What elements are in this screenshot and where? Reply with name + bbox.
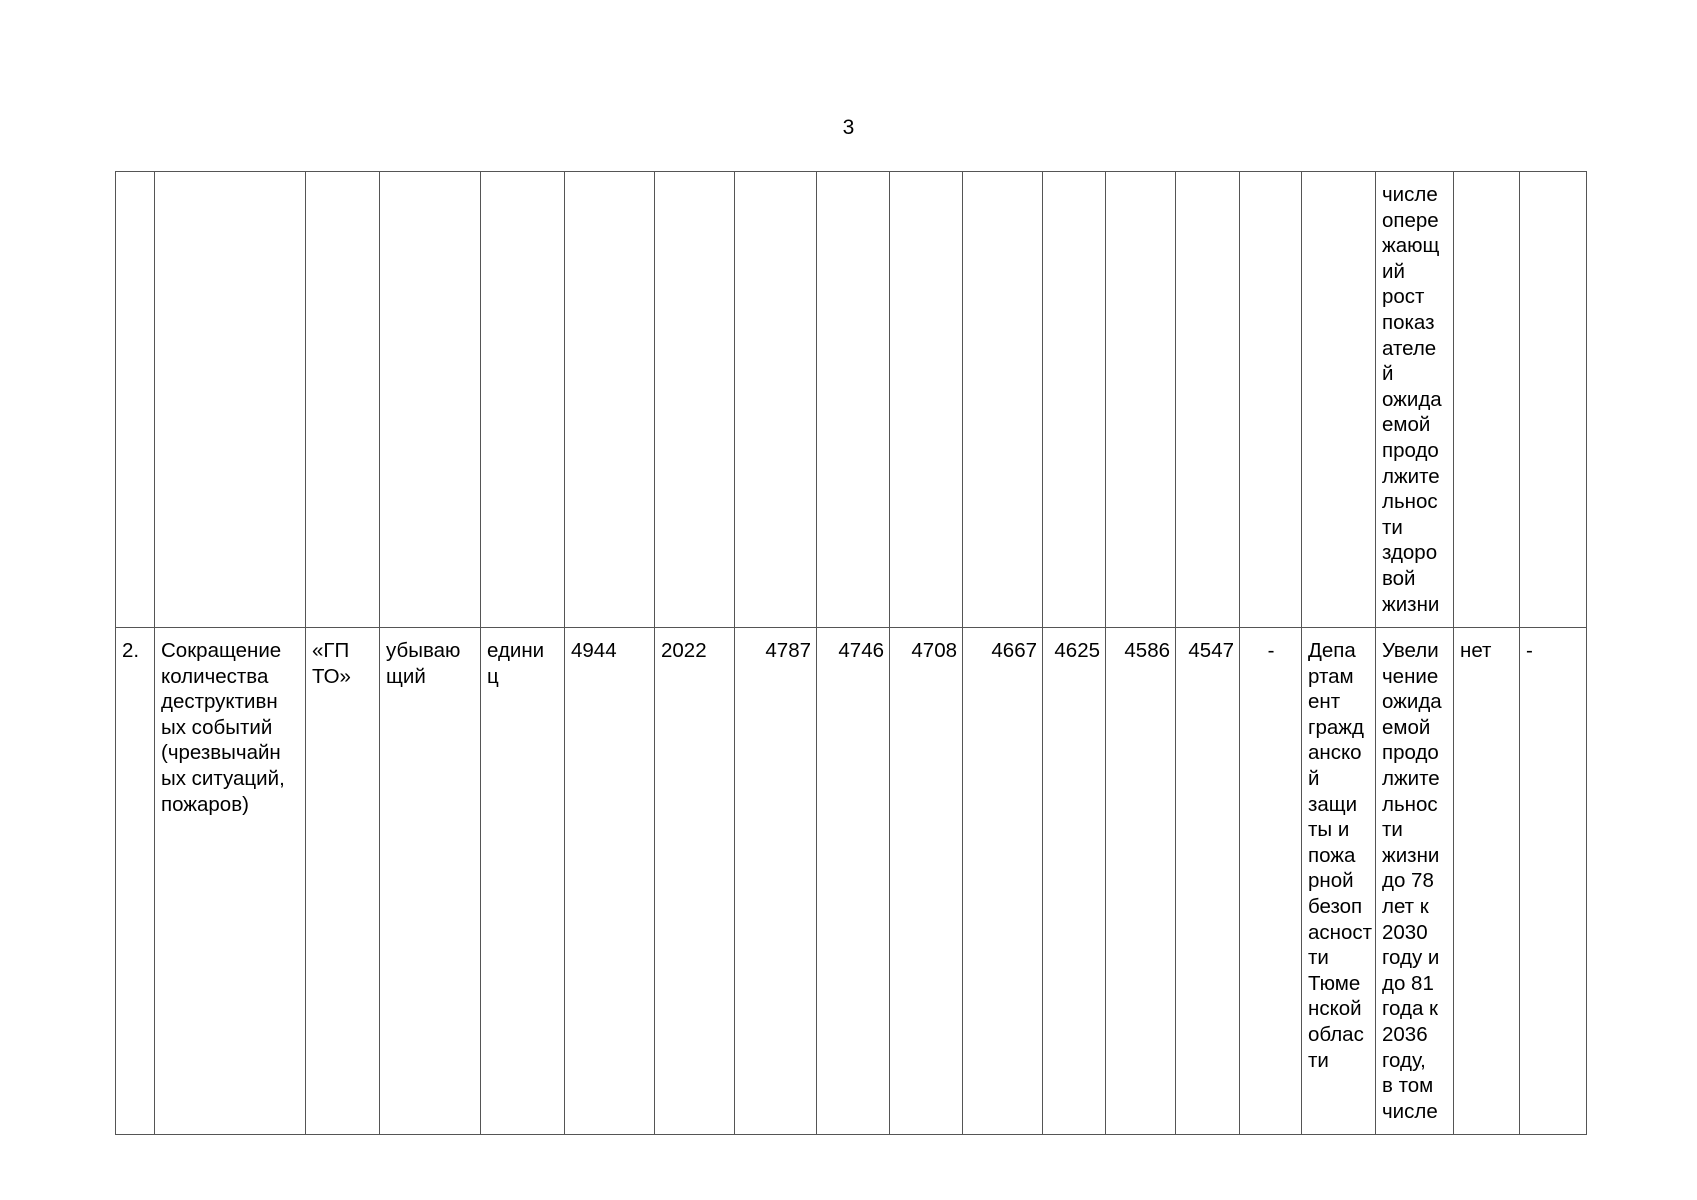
cell-year-8 [1240, 172, 1302, 628]
cell-text-line: 4944 [571, 639, 617, 662]
cell-text-line: году и [1382, 946, 1440, 970]
cell-text-line: рной [1308, 869, 1354, 893]
cell-year-1 [735, 628, 817, 1135]
cell-text-line: жизни [1382, 592, 1440, 616]
cell-year-1 [735, 172, 817, 628]
cell-text-line: Тюме [1308, 971, 1361, 995]
cell-text-line: нет [1460, 639, 1492, 662]
table-row [116, 172, 1587, 628]
cell-text-line: году, [1382, 1048, 1426, 1072]
cell-text-line: ц [487, 664, 499, 688]
cell-text-line: жающ [1382, 234, 1440, 258]
cell-text-line: ты и [1308, 818, 1350, 842]
cell-year-2 [817, 172, 890, 628]
cell-text-line: лет к [1382, 894, 1429, 918]
cell-text-line: емой [1382, 413, 1431, 437]
cell-year-7 [1176, 172, 1240, 628]
cell-text-line: ателе [1382, 336, 1437, 360]
cell-unit [481, 172, 565, 628]
cell-text-line: в том [1382, 1074, 1434, 1098]
cell-indicator-name [155, 628, 306, 1135]
cell-text-line: й [1382, 362, 1394, 386]
cell-text-line: ых событий [161, 715, 273, 739]
cell-text-line: ти [1382, 818, 1403, 842]
cell-text-line: анско [1308, 741, 1362, 765]
cell-text-line: ожида [1382, 690, 1442, 714]
cell-state-program-link [1454, 628, 1520, 1135]
cell-base-value [565, 172, 655, 628]
cell-year-2 [817, 628, 890, 1135]
cell-text-line: - [1267, 639, 1275, 662]
cell-base-year [655, 628, 735, 1135]
cell-text-line: рост [1382, 285, 1425, 309]
cell-year-6 [1106, 172, 1176, 628]
cell-info-system [1520, 172, 1587, 628]
cell-text-line: облас [1308, 1022, 1364, 1046]
cell-num [116, 172, 155, 628]
cell-text-line: показ [1382, 310, 1435, 334]
cell-text-line: чение [1382, 664, 1439, 688]
cell-national-goal-link [1376, 628, 1454, 1135]
table-row [116, 628, 1587, 1135]
cell-text-line: числе [1382, 183, 1438, 206]
cell-indicator-name [155, 172, 306, 628]
cell-unit [481, 628, 565, 1135]
cell-text-line: Увели [1382, 639, 1439, 662]
cell-text-line: пожа [1308, 843, 1356, 867]
cell-text-line: щий [386, 664, 426, 688]
cell-text-line: безоп [1308, 894, 1363, 918]
cell-text-line: ти [1382, 515, 1403, 539]
cell-year-7 [1176, 628, 1240, 1135]
cell-year-3 [890, 172, 963, 628]
cell-base-year [655, 172, 735, 628]
cell-text-line: ых ситуаций, [161, 766, 285, 790]
cell-responsible [1302, 628, 1376, 1135]
cell-text-line: 4787 [765, 639, 811, 662]
cell-year-4 [963, 628, 1043, 1135]
cell-text-line: 4586 [1124, 639, 1170, 662]
cell-info-system [1520, 628, 1587, 1135]
cell-text-line: 4547 [1188, 639, 1234, 662]
cell-text-line: (чрезвычайн [161, 741, 281, 765]
cell-text-line: Депа [1308, 639, 1356, 662]
page-number: 3 [842, 116, 855, 139]
cell-text-line: ий [1382, 259, 1405, 283]
cell-state-program-link [1454, 172, 1520, 628]
cell-text-line: вой [1382, 566, 1416, 590]
cell-text-line: числе [1382, 1099, 1438, 1123]
cell-text-line: ти [1308, 1048, 1329, 1072]
cell-source [306, 628, 380, 1135]
cell-text-line: «ГП [312, 639, 350, 662]
cell-year-6 [1106, 628, 1176, 1135]
cell-text-line: лжите [1382, 464, 1440, 488]
cell-text-line: продо [1382, 741, 1439, 765]
cell-text-line: емой [1382, 715, 1431, 739]
cell-text-line: 4708 [911, 639, 957, 662]
cell-year-5 [1043, 628, 1106, 1135]
cell-year-4 [963, 172, 1043, 628]
cell-text-line: льнос [1382, 490, 1438, 514]
cell-text-line: 2036 [1382, 1022, 1428, 1046]
cell-text-line: лжите [1382, 766, 1440, 790]
cell-text-line: здоро [1382, 541, 1438, 565]
cell-num [116, 628, 155, 1135]
cell-text-line: продо [1382, 438, 1439, 462]
cell-year-5 [1043, 172, 1106, 628]
cell-text-line: едини [487, 639, 545, 662]
cell-text-line: ртам [1308, 664, 1354, 688]
cell-trend [380, 172, 481, 628]
cell-text-line: - [1526, 639, 1533, 662]
cell-text-line: ти [1308, 946, 1329, 970]
cell-text-line: гражд [1308, 715, 1364, 739]
cell-text-line: защи [1308, 792, 1358, 816]
cell-trend [380, 628, 481, 1135]
cell-base-value [565, 628, 655, 1135]
cell-text-line: нской [1308, 997, 1362, 1021]
cell-text-line: 2030 [1382, 920, 1428, 944]
cell-text-line: деструктивн [161, 690, 278, 714]
cell-text-line: ент [1308, 690, 1341, 714]
cell-year-3 [890, 628, 963, 1135]
cell-text-line: опере [1382, 208, 1439, 232]
cell-text-line: льнос [1382, 792, 1438, 816]
cell-text-line: Сокращение [161, 639, 282, 662]
cell-text-line: года к [1382, 997, 1439, 1021]
cell-national-goal-link [1376, 172, 1454, 628]
cell-text-line: ТО» [312, 664, 351, 688]
cell-text-line: 2. [122, 639, 140, 662]
indicator-table [115, 171, 1587, 1135]
cell-text-line: убываю [386, 639, 461, 662]
cell-responsible [1302, 172, 1376, 628]
cell-text-line: 2022 [661, 639, 707, 662]
cell-text-line: 4625 [1054, 639, 1100, 662]
cell-text-line: до 81 [1382, 971, 1434, 995]
cell-year-8 [1240, 628, 1302, 1135]
cell-text-line: 4746 [838, 639, 884, 662]
cell-text-line: до 78 [1382, 869, 1434, 893]
cell-text-line: жизни [1382, 843, 1440, 867]
cell-text-line: й [1308, 766, 1320, 790]
cell-text-line: 4667 [991, 639, 1037, 662]
cell-text-line: асност [1308, 920, 1373, 944]
cell-text-line: ожида [1382, 387, 1442, 411]
cell-source [306, 172, 380, 628]
cell-text-line: количества [161, 664, 269, 688]
cell-text-line: пожаров) [161, 792, 249, 816]
